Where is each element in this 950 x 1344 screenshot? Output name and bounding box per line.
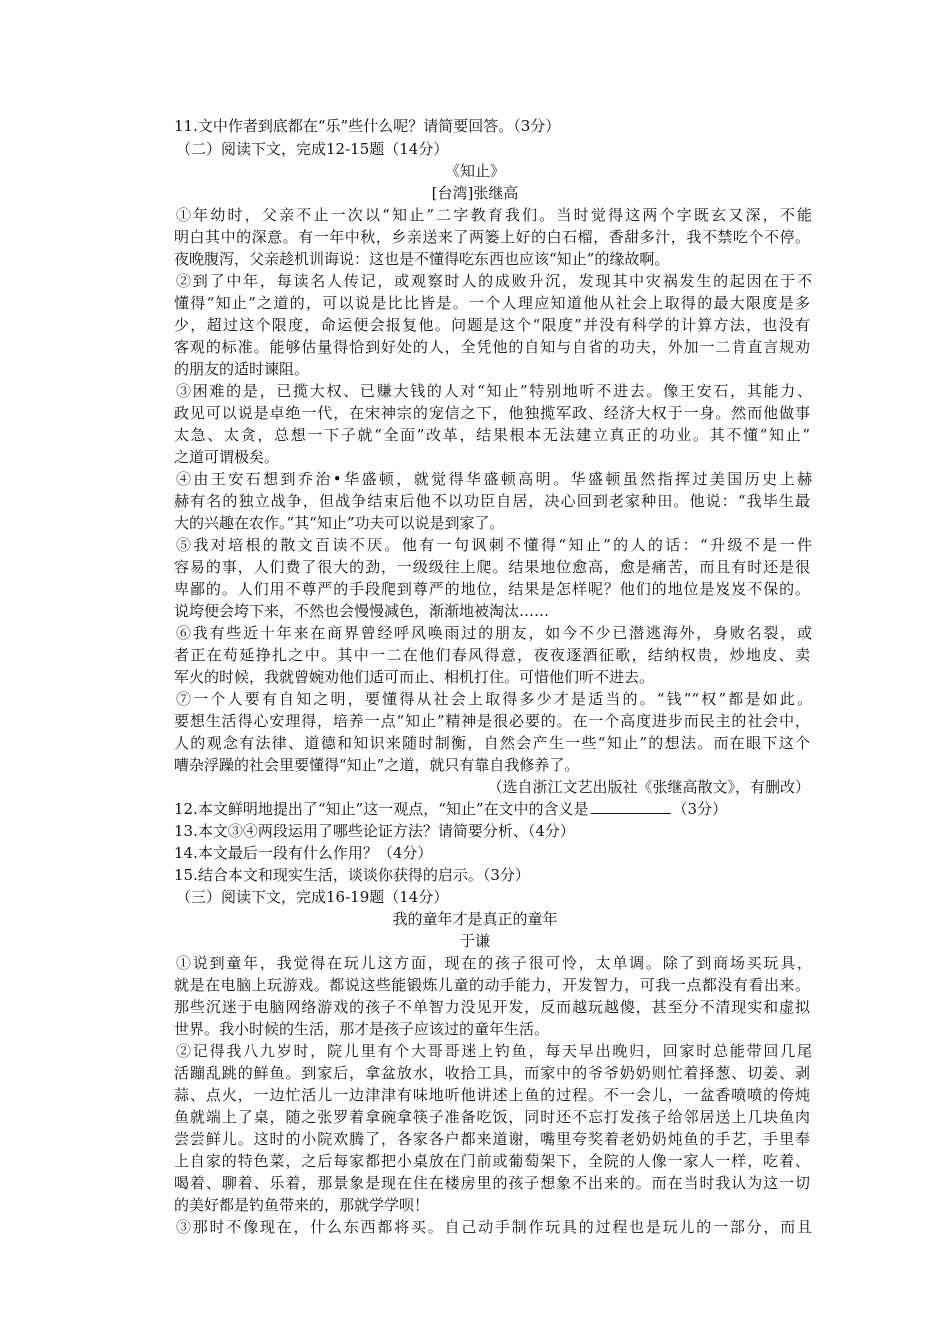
- text-line: 赫有名的独立战争，但战争结束后他不以功臣自居，决心回到老家种田。他说：“我毕生最: [174, 492, 810, 510]
- text-line: 就是在电脑上玩游戏。都说这些能锻炼儿童的动手能力，开发智力，可我一点都没有看出来。: [174, 976, 810, 994]
- question-11: 11.文中作者到底都在“乐”些什么呢？请简要回答。（3分）: [174, 117, 561, 135]
- text-line: ③困难的是，已揽大权、已赚大钱的人对“知止”特别地听不进去。像王安石，其能力、: [176, 382, 812, 400]
- question-12-text: 12.本文鲜明地提出了“知止”这一观点，“知止”在文中的含义是: [174, 800, 589, 818]
- text-line: 军火的时候，我就曾婉劝他们适可而止、相机打住。可惜他们听不进去。: [174, 668, 655, 686]
- question-14: 14.本文最后一段有什么作用？（4分）: [174, 844, 433, 862]
- section-2-heading: （二）阅读下文，完成12-15题（14分）: [176, 140, 449, 158]
- text-line: 政见可以说是卓绝一代，在宋神宗的宠信之下，他独揽军政、经济大权于一身。然而他做事: [174, 404, 810, 422]
- question-13: 13.本文③④两段运用了哪些论证方法？请简要分析、（4分）: [174, 822, 575, 840]
- text-line: 卑鄙的。人们用不尊严的手段爬到尊严的地位，结果是怎样呢？他们的地位是岌岌不保的。: [174, 580, 810, 598]
- text-line: ①说到童年，我觉得在玩儿这方面，现在的孩子很可怜，太单调。除了到商场买玩具，: [176, 954, 812, 972]
- text-line: 少，超过这个限度，命运便会报复他。问题是这个“限度”并没有科学的计算方法，也没有: [174, 316, 810, 334]
- article-1-title: 《知止》: [444, 162, 505, 180]
- question-12-score: （3分）: [672, 800, 728, 818]
- text-line: 上自家的特色菜，之后每家都把小桌放在门前或葡萄架下，全院的人像一家人一样，吃着、: [174, 1152, 810, 1170]
- text-line: 蒜、点火，一边忙活儿一边津津有味地听他讲述上鱼的过程。不一会儿，一盆香喷喷的侉炖: [174, 1086, 810, 1104]
- text-line: ⑤我对培根的散文百读不厌。他有一句讽刺不懂得“知止”的人的话：“升级不是一件: [176, 536, 812, 554]
- text-line: 明白其中的深意。有一年中秋，乡亲送来了两篓上好的白石榴，香甜多汁，我不禁吃个不停。: [174, 228, 810, 246]
- text-line: 懂得“知止”之道的，可以说是比比皆是。一个人理应知道他从社会上取得的最大限度是多: [174, 294, 810, 312]
- text-line: ④由王安石想到乔治•华盛顿，就觉得华盛顿高明。华盛顿虽然指挥过美国历史上赫: [176, 470, 812, 488]
- text-line: 容易的事，人们费了很大的劲，一级级往上爬。结果地位愈高，愈是痛苦，而且有时还是很: [174, 558, 810, 576]
- text-line: ②记得我八九岁时，院儿里有个大哥哥迷上钓鱼，每天早出晚归，回家时总能带回几尾: [176, 1042, 812, 1060]
- article-2-title: 我的童年才是真正的童年: [392, 910, 558, 928]
- text-line: 嘈杂浮躁的社会里要懂得“知止”之道，就只有靠自我修养了。: [174, 756, 580, 774]
- question-15: 15.结合本文和现实生活，谈谈你获得的启示。（3分）: [174, 866, 530, 884]
- text-line: ⑥我有些近十年来在商界曾经呼风唤雨过的朋友，如今不少已潜逃海外，身败名裂，或: [176, 624, 812, 642]
- text-line: 喝着、聊着、乐着，那景象是现在住在楼房里的孩子想象不出来的。而在当时我认为这一切: [174, 1174, 810, 1192]
- text-line: 太急、太贪，总想一下子就“全面”改革，结果根本无法建立真正的功业。其不懂“知止”: [174, 426, 810, 444]
- text-line: 之道可谓极矣。: [174, 448, 280, 466]
- text-line: ③那时不像现在，什么东西都将买。自己动手制作玩具的过程也是玩儿的一部分，而且: [176, 1218, 812, 1236]
- text-line: ①年幼时，父亲不止一次以“知止”二字教育我们。当时觉得这两个字既玄又深，不能: [176, 206, 812, 224]
- text-line: ⑦一个人要有自知之明，要懂得从社会上取得多少才是适当的。“钱”“权”都是如此。: [176, 690, 812, 708]
- text-line: 的朋友的适时谏阻。: [174, 360, 310, 378]
- text-line: 说垮便会垮下来，不然也会慢慢减色，渐渐地被淘汰……: [174, 602, 550, 620]
- answer-blank[interactable]: [591, 799, 671, 814]
- text-line: 尝尝鲜儿。这时的小院欢腾了，各家各户都来道谢，嘴里夸奖着老奶奶炖鱼的手艺，手里奉: [174, 1130, 810, 1148]
- text-line: 那些沉迷于电脑网络游戏的孩子不单智力没见开发，反而越玩越傻，甚至分不清现实和虚拟: [174, 998, 810, 1016]
- article-1-author: [台湾]张继高: [431, 184, 519, 202]
- text-line: 活蹦乱跳的鲜鱼。到家后，拿盆放水，收拾工具，而家中的爷爷奶奶则忙着择葱、切姜、剥: [174, 1064, 810, 1082]
- text-line: 人的观念有法律、道德和知识来随时制衡，自然会产生一些“知止”的想法。而在眼下这个: [174, 734, 810, 752]
- text-line: 客观的标准。能够估量得恰到好处的人，全凭他的自知与自省的功夫，外加一二肯直言规劝: [174, 338, 810, 356]
- text-line: ②到了中年，每读名人传记，或观察时人的成败升沉，发现其中灾祸发生的起因在于不: [176, 272, 812, 290]
- article-2-author: 于谦: [459, 932, 490, 950]
- text-line: 者正在苟延挣扎之中。其中一二在他们春风得意，夜夜逐酒征歌，结纳权贵，炒地皮、卖: [174, 646, 810, 664]
- text-line: 世界。我小时候的生活，那才是孩子应该过的童年生活。: [174, 1020, 550, 1038]
- article-1-source: （选自浙江文艺出版社《张继高散文》，有删改）: [487, 778, 810, 796]
- section-3-heading: （三）阅读下文，完成16-19题（14分）: [176, 888, 449, 906]
- question-12: [174, 798, 810, 820]
- text-line: 大的兴趣在农作。”其“知止”功夫可以说是到家了。: [174, 514, 505, 532]
- text-line: 要想生活得心安理得，培养一点“知止”精神是很必要的。在一个高度进步而民主的社会中，: [174, 712, 810, 730]
- text-line: 的美好都是钓鱼带来的，那就学学呗！: [174, 1196, 430, 1214]
- text-line: 夜晚腹泻，父亲趁机训诲说：这也是不懂得吃东西也应该“知止”的缘故啊。: [174, 250, 670, 268]
- text-line: 鱼就端上了桌，随之张罗着拿碗拿筷子准备吃饭，同时还不忘打发孩子给邻居送上几块鱼肉: [174, 1108, 810, 1126]
